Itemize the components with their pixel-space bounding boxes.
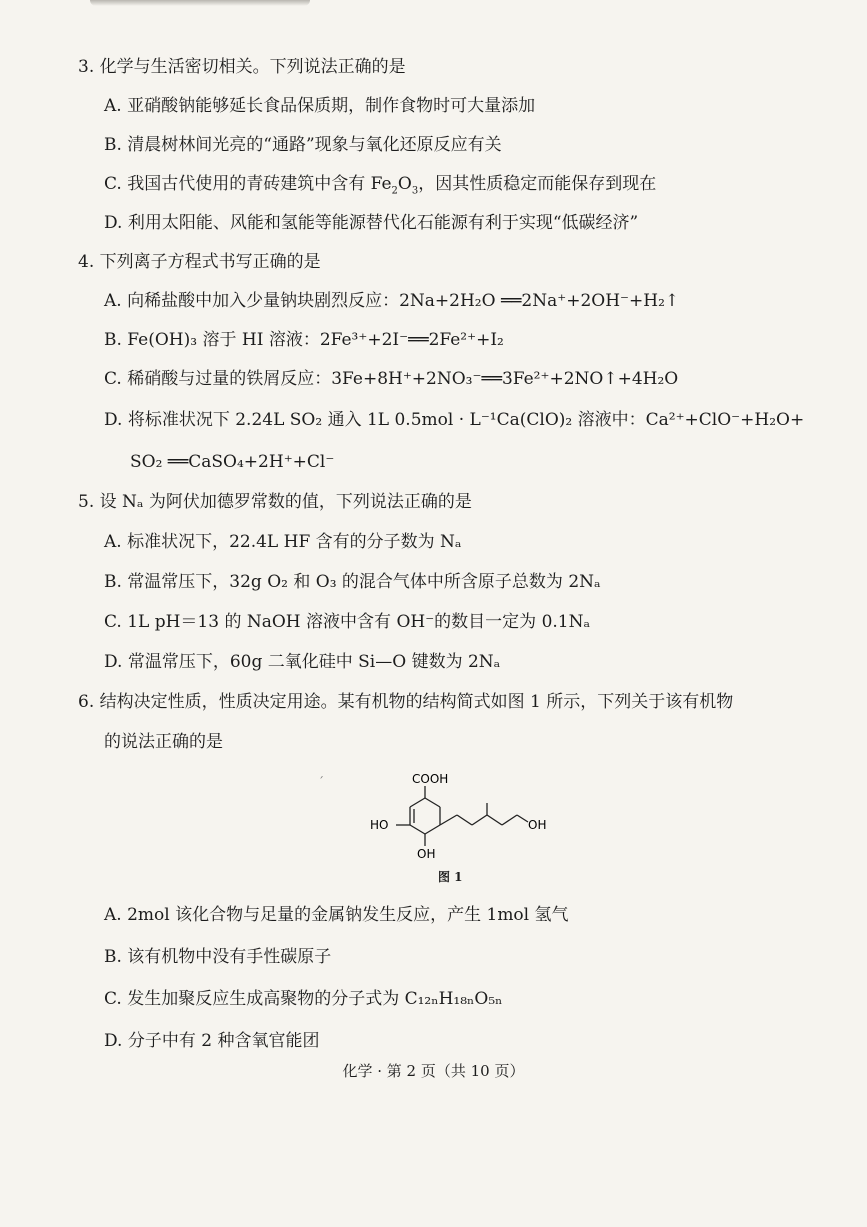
q4-stem: 4. 下列离子方程式书写正确的是 <box>78 252 321 272</box>
scan-shadow <box>90 0 310 6</box>
fig-oh-bottom-label: OH <box>417 847 436 861</box>
q5-option-a: A. 标准状况下，22.4L HF 含有的分子数为 Nₐ <box>104 532 462 552</box>
q4-option-b: B. Fe(OH)₃ 溶于 HI 溶液：2Fe³⁺+2I⁻══2Fe²⁺+I₂ <box>104 330 504 350</box>
q4-option-a: A. 向稀盐酸中加入少量钠块剧烈反应：2Na+2H₂O ══2Na⁺+2OH⁻+H₂↑ <box>104 291 680 311</box>
q3-stem: 3. 化学与生活密切相关。下列说法正确的是 <box>78 57 406 77</box>
q3-option-d: D. 利用太阳能、风能和氢能等能源替代化石能源有利于实现“低碳经济” <box>104 213 639 233</box>
q3-c-sub2: 3 <box>411 185 419 197</box>
structure-figure <box>360 770 550 880</box>
q6-option-c: C. 发生加聚反应生成高聚物的分子式为 C₁₂ₙH₁₈ₙO₅ₙ <box>104 989 503 1009</box>
q6-option-a: A. 2mol 该化合物与足量的金属钠发生反应，产生 1mol 氢气 <box>104 905 569 925</box>
page-footer: 化学 · 第 2 页（共 10 页） <box>342 1062 525 1080</box>
fig-oh-right-label: OH <box>528 818 547 832</box>
q4-option-c: C. 稀硝酸与过量的铁屑反应：3Fe+8H⁺+2NO₃⁻══3Fe²⁺+2NO↑+4H₂O <box>104 369 679 389</box>
q3-c-sub1: 2 <box>391 185 398 197</box>
q3-option-a: A. 亚硝酸钠能够延长食品保质期，制作食物时可大量添加 <box>104 96 536 116</box>
q5-option-c: C. 1L pH＝13 的 NaOH 溶液中含有 OH⁻的数目一定为 0.1Nₐ <box>104 612 591 632</box>
q3-c-post: ，因其性质稳定而能保存到现在 <box>418 174 657 194</box>
figure-caption: 图 1 <box>438 870 463 884</box>
q3-option-c <box>104 173 656 202</box>
fig-cooh-label: COOH <box>412 772 449 786</box>
q5-option-d: D. 常温常压下，60g 二氧化硅中 Si—O 键数为 2Nₐ <box>104 652 501 672</box>
q3-c-mid: O <box>397 174 412 194</box>
fig-ho-left-label: HO <box>370 818 389 832</box>
q3-option-b: B. 清晨树林间光亮的“通路”现象与氧化还原反应有关 <box>104 135 502 155</box>
q6-stem-line2: 的说法正确的是 <box>104 732 223 752</box>
stray-mark: ˊ <box>318 775 324 789</box>
q4-option-d-line1: D. 将标准状况下 2.24L SO₂ 通入 1L 0.5mol · L⁻¹Ca(ClO)₂ 溶液中：Ca²⁺+ClO⁻+H₂O+ <box>104 410 805 430</box>
q6-option-b: B. 该有机物中没有手性碳原子 <box>104 947 332 967</box>
q6-stem-line1: 6. 结构决定性质，性质决定用途。某有机物的结构简式如图 1 所示，下列关于该有机物 <box>78 692 734 712</box>
q5-stem: 5. 设 Nₐ 为阿伏加德罗常数的值，下列说法正确的是 <box>78 492 472 512</box>
q3-c-pre: C. 我国古代使用的青砖建筑中含有 Fe <box>104 174 392 194</box>
q4-option-d-line2: SO₂ ══CaSO₄+2H⁺+Cl⁻ <box>130 452 335 472</box>
q6-option-d: D. 分子中有 2 种含氧官能团 <box>104 1031 320 1051</box>
q5-option-b: B. 常温常压下，32g O₂ 和 O₃ 的混合气体中所含原子总数为 2Nₐ <box>104 572 601 592</box>
